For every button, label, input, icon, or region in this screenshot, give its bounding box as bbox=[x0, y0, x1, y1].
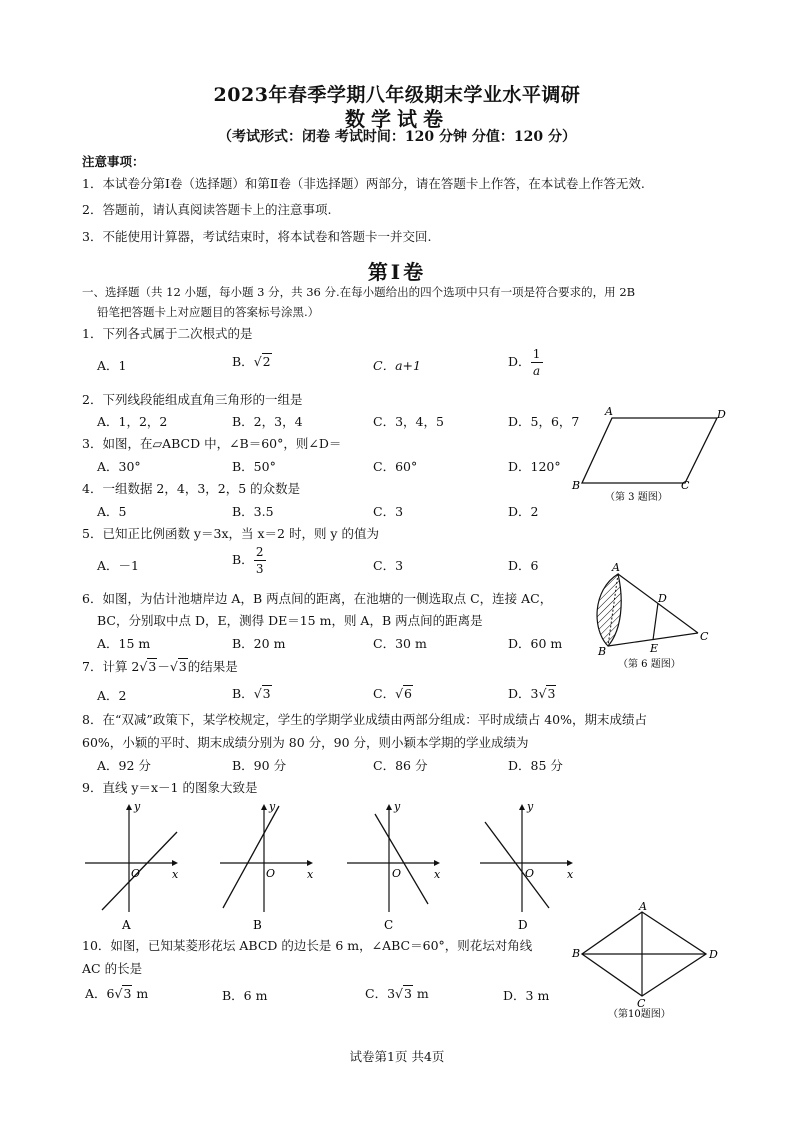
q10-option-c: C．3√3 m bbox=[365, 986, 429, 1001]
q6-option-d: D．60 m bbox=[508, 636, 563, 651]
q9-stem: 9．直线 y＝x－1 的图象大致是 bbox=[82, 780, 258, 795]
q4-option-b: B．3.5 bbox=[232, 504, 274, 519]
fig6-caption: （第 6 题图） bbox=[618, 659, 681, 670]
q6-line2: BC，分别取中点 D，E，测得 DE＝15 m，则 A，B 两点间的距离是 bbox=[97, 613, 483, 628]
q1-stem: 1．下列各式属于二次根式的是 bbox=[82, 326, 253, 341]
note-item-1: 1．本试卷分第Ⅰ卷（选择题）和第Ⅱ卷（非选择题）两部分，请在答题卡上作答，在本试卷上作答无效. bbox=[82, 176, 645, 191]
q2-stem: 2．下列线段能组成直角三角形的一组是 bbox=[82, 392, 303, 407]
fig10-label-b: B bbox=[572, 947, 581, 960]
svg-text:x: x bbox=[172, 868, 179, 881]
q10-line2: AC 的长是 bbox=[82, 961, 143, 976]
exam-subtitle: 数学试卷 bbox=[345, 107, 449, 131]
q8-option-c: C．86 分 bbox=[373, 758, 428, 773]
svg-text:O: O bbox=[131, 867, 141, 880]
q3-option-a: A．30° bbox=[97, 459, 141, 474]
fig6-label-a: A bbox=[612, 561, 620, 574]
q4-option-c: C．3 bbox=[373, 504, 404, 519]
q9-graph-a bbox=[80, 800, 190, 935]
q6-option-b: B．20 m bbox=[232, 636, 286, 651]
section-intro-line2: 铅笔把答题卡上对应题目的答案标号涂黑.） bbox=[97, 305, 320, 319]
q7-option-b: B．√3 bbox=[232, 686, 271, 701]
q10-option-a: A．6√3 m bbox=[85, 986, 149, 1001]
section-title: 第Ⅰ卷 bbox=[367, 260, 427, 284]
q3-option-c: C．60° bbox=[373, 459, 418, 474]
q8-line1: 8．在“双减”政策下，某学校规定，学生的学期学业成绩由两部分组成：平时成绩占 40%，期末成绩占 bbox=[82, 712, 647, 727]
q9-graph-c bbox=[342, 800, 452, 935]
fig10-caption: （第10题图） bbox=[608, 1009, 671, 1020]
q9-label-c: C bbox=[384, 918, 394, 932]
q9-label-a: A bbox=[122, 918, 131, 932]
q2-option-a: A．1，2，2 bbox=[97, 414, 168, 429]
q4-option-d: D．2 bbox=[508, 504, 539, 519]
q8-line2: 60%，小颖的平时、期末成绩分别为 80 分，90 分，则小颖本学期的学业成绩为 bbox=[82, 735, 529, 750]
fig6-label-c: C bbox=[700, 630, 709, 643]
q2-option-d: D．5，6，7 bbox=[508, 414, 580, 429]
fig3-label-d: D bbox=[717, 408, 726, 421]
q1-option-c: C．a+1 bbox=[373, 358, 421, 373]
q5-stem: 5．已知正比例函数 y＝3x，当 x＝2 时，则 y 的值为 bbox=[82, 526, 379, 541]
q2-option-b: B．2，3，4 bbox=[232, 414, 303, 429]
q6-option-c: C．30 m bbox=[373, 636, 427, 651]
page-footer: 试卷第1页 共4页 bbox=[349, 1049, 445, 1064]
q5-option-a: A．－1 bbox=[97, 558, 139, 573]
q1-option-b: B．√2 bbox=[232, 354, 271, 369]
q8-option-a: A．92 分 bbox=[97, 758, 151, 773]
q5-option-d: D．6 bbox=[508, 558, 539, 573]
fig3-parallelogram bbox=[565, 405, 735, 505]
q8-option-d: D．85 分 bbox=[508, 758, 563, 773]
q6-line1: 6．如图，为估计池塘岸边 A，B 两点间的距离，在池塘的一侧选取点 C，连接 AC， bbox=[82, 591, 553, 606]
note-item-2: 2．答题前，请认真阅读答题卡上的注意事项. bbox=[82, 202, 332, 217]
q6-option-a: A．15 m bbox=[97, 636, 151, 651]
q7-stem: 7．计算 2√3－√3的结果是 bbox=[82, 659, 238, 674]
q1-option-d: D． $\frac{1}{a}$ bbox=[508, 348, 543, 377]
q5-option-b: B． $\frac{2}{3}$ bbox=[232, 546, 266, 575]
q10-line1: 10．如图，已知某菱形花坛 ABCD 的边长是 6 m，∠ABC＝60°，则花坛对角线 bbox=[82, 938, 533, 953]
q3-option-d: D．120° bbox=[508, 459, 561, 474]
exam-title: 2023年春季学期八年级期末学业水平调研 bbox=[213, 84, 581, 106]
q7-option-c: C．√6 bbox=[373, 686, 412, 701]
fig3-label-b: B bbox=[572, 479, 581, 492]
q9-graph-b bbox=[215, 800, 325, 935]
fig10-label-a: A bbox=[639, 900, 647, 913]
svg-text:x: x bbox=[434, 868, 441, 881]
svg-text:O: O bbox=[392, 867, 402, 880]
q9-label-d: D bbox=[518, 918, 528, 932]
q2-option-c: C．3，4，5 bbox=[373, 414, 444, 429]
svg-text:y: y bbox=[527, 800, 534, 813]
q9-label-b: B bbox=[253, 918, 262, 932]
q10-option-b: B．6 m bbox=[222, 988, 268, 1003]
fig3-label-a: A bbox=[605, 405, 613, 418]
fig6-label-e: E bbox=[650, 642, 659, 655]
svg-text:x: x bbox=[567, 868, 574, 881]
svg-text:y: y bbox=[134, 800, 141, 813]
fig6-label-d: D bbox=[658, 592, 667, 605]
fig10-label-c: C bbox=[637, 997, 646, 1010]
svg-text:y: y bbox=[269, 800, 276, 813]
q7-option-d: D．3√3 bbox=[508, 686, 556, 701]
q4-stem: 4．一组数据 2，4，3，2，5 的众数是 bbox=[82, 481, 301, 496]
q7-option-a: A．2 bbox=[97, 688, 127, 703]
q3-stem: 3．如图，在▱ABCD 中，∠B＝60°，则∠D＝ bbox=[82, 436, 342, 451]
q5-option-c: C．3 bbox=[373, 558, 404, 573]
svg-text:x: x bbox=[307, 868, 314, 881]
fig3-caption: （第 3 题图） bbox=[605, 492, 668, 503]
svg-text:y: y bbox=[394, 800, 401, 813]
q4-option-a: A．5 bbox=[97, 504, 127, 519]
note-item-3: 3．不能使用计算器，考试结束时，将本试卷和答题卡一并交回. bbox=[82, 229, 432, 244]
exam-info: （考试形式：闭卷 考试时间：120 分钟 分值：120 分） bbox=[218, 129, 576, 145]
svg-text:O: O bbox=[525, 867, 535, 880]
fig6-label-b: B bbox=[598, 645, 607, 658]
notes-heading: 注意事项： bbox=[82, 154, 145, 169]
q10-option-d: D．3 m bbox=[503, 988, 550, 1003]
fig10-rhombus bbox=[570, 900, 725, 1022]
q1-option-a: A．1 bbox=[97, 358, 127, 373]
fig3-label-c: C bbox=[681, 479, 690, 492]
section-intro-line1: 一、选择题（共 12 小题，每小题 3 分，共 36 分.在每小题给出的四个选项中只有一项是符合要求的，用 2B bbox=[82, 285, 636, 299]
svg-text:O: O bbox=[266, 867, 276, 880]
q8-option-b: B．90 分 bbox=[232, 758, 287, 773]
fig6-pond-triangle bbox=[590, 560, 715, 672]
q9-graph-d bbox=[475, 800, 585, 935]
fig10-label-d: D bbox=[709, 948, 718, 961]
q3-option-b: B．50° bbox=[232, 459, 276, 474]
